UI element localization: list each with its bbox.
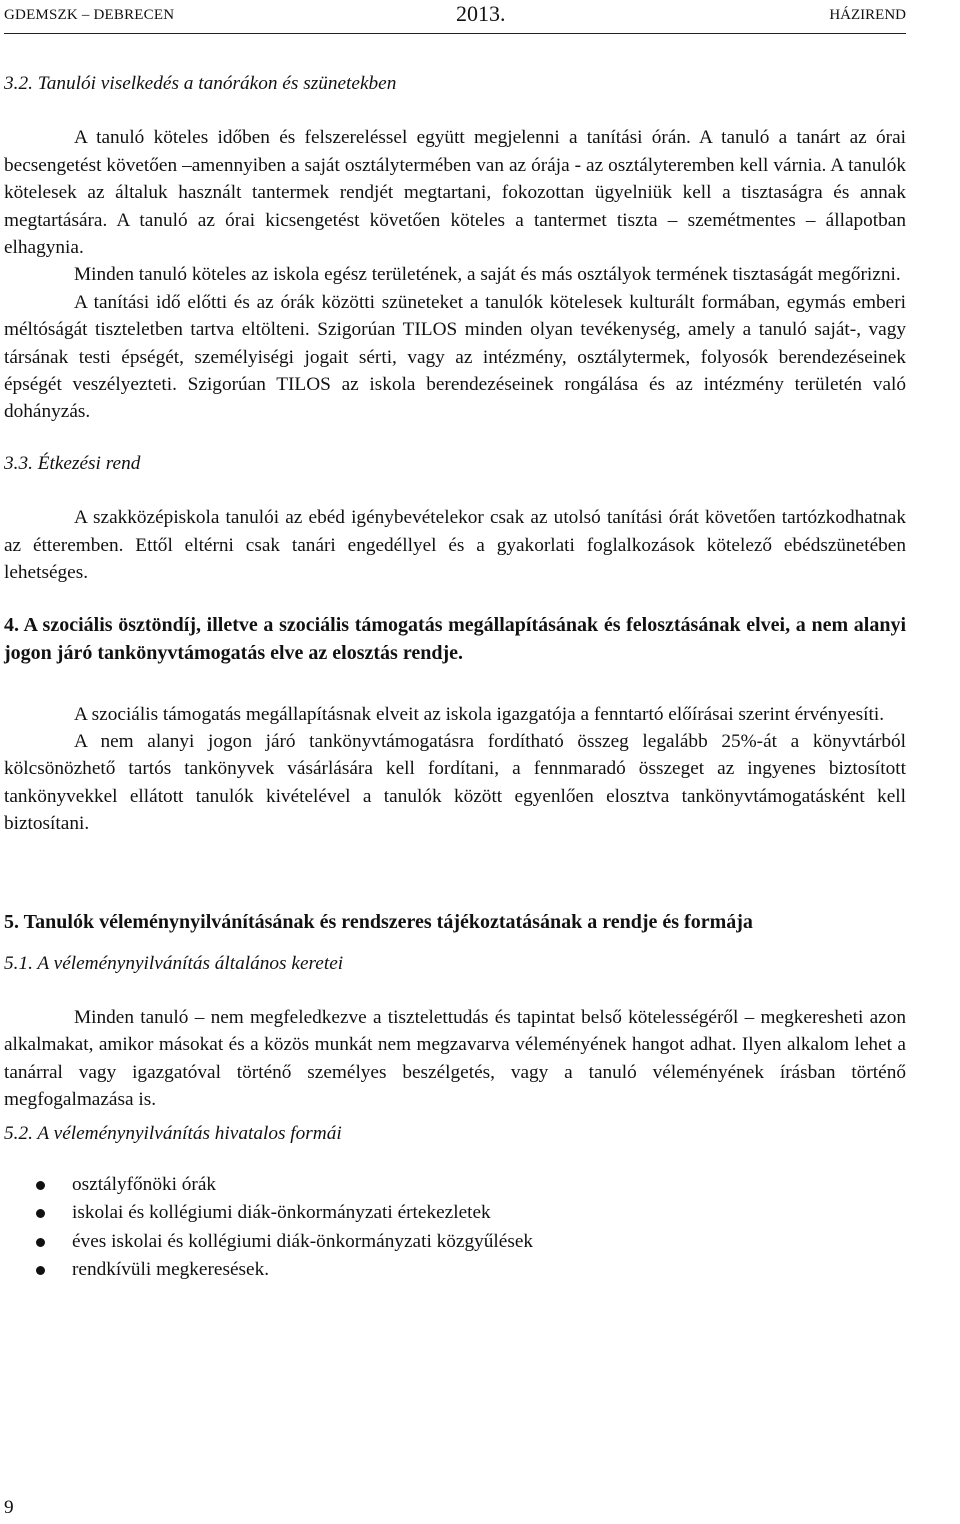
list-item: rendkívüli megkeresések. xyxy=(4,1256,906,1285)
document-body xyxy=(4,70,906,1285)
section-5-2-list xyxy=(4,1171,906,1285)
section-3-2-title: 3.2. Tanulói viselkedés a tanórákon és szünetekben xyxy=(4,73,397,94)
list-item: éves iskolai és kollégiumi diák-önkormányzati közgyűlések xyxy=(4,1228,906,1257)
section-3-2-paragraph-3: A tanítási idő előtti és az órák közötti szüneteket a tanulók kötelesek kulturált formában, egymás emberi méltóságát tiszteletben tartva eltölteni. Szigorúan TILOS minden olyan tevékenység, amely a tanuló saját-, vagy társának testi épségét, személyiségi jogait sérti, vagy az intézmény, osztálytermek, folyosók berendezéseinek épségét veszélyezteti. Szigorúan TILOS az iskola berendezéseinek rongálása és az intézmény területén való dohányzás. xyxy=(4,291,906,423)
section-4-paragraph-2: A nem alanyi jogon járó tankönyvtámogatásra fordítható összeg legalább 25%-át a könyvtárból kölcsönözhető tartós tankönyvek vásárlására kell fordítani, a fennmaradó összeget az ingyenes biztosított tankönyvekkel ellátott tanulók kivételével a tanulók között egyenlően elosztva tankönyvtámogatásként kell biztosítani. xyxy=(4,730,906,835)
page-number: 9 xyxy=(4,1497,14,1518)
page-header xyxy=(4,3,906,34)
header-school: GDEMSZK – DEBRECEN xyxy=(4,7,175,23)
section-3-3-paragraph-1: A szakközépiskola tanulói az ebéd igénybevételekor csak az utolsó tanítási órát követően tartózkodhatnak az étteremben. Ettől eltérni csak tanári engedéllyel és a gyakorlati foglalkozások kötelező ebédszünetében lehetséges. xyxy=(4,507,906,584)
header-year: 2013. xyxy=(456,1,506,26)
list-item: osztályfőnöki órák xyxy=(4,1171,906,1200)
section-5-1-title: 5.1. A véleménynyilvánítás általános keretei xyxy=(4,952,344,974)
section-5-1-paragraph-1: Minden tanuló – nem megfeledkezve a tisztelettudás és tapintat belső kötelességéről – megkeresheti azon alkalmakat, amikor másokat és a közös munkát nem megzavarva véleményének hangot adhat. Ilyen alkalom lehet a tanárral vagy igazgatóval történő személyes beszélgetés, vagy a tanuló véleményének írásban történő megfogalmazása is. xyxy=(4,1006,906,1111)
section-4-paragraph-1: A szociális támogatás megállapításnak elveit az iskola igazgatója a fenntartó előírásai szerint érvényesíti. xyxy=(74,703,885,725)
section-3-2-paragraph-2: Minden tanuló köteles az iskola egész területének, a saját és más osztályok termének tisztaságát megőrizni. xyxy=(74,264,901,286)
section-3-3-title: 3.3. Étkezési rend xyxy=(4,452,141,474)
section-5-2-title: 5.2. A véleménynyilvánítás hivatalos formái xyxy=(4,1122,342,1144)
list-item: iskolai és kollégiumi diák-önkormányzati értekezletek xyxy=(4,1199,906,1228)
section-3-2-paragraph-1: A tanuló köteles időben és felszereléssel együtt megjelenni a tanítási órán. A tanuló a tanárt az órai becsengetést követően –amennyiben a saját osztálytermében van az órája - az osztályteremben kell várnia. A tanulók kötelesek az általuk használt tantermek rendjét megtartani, fokozottan ügyelniük kell a tisztaságra és annak megtartására. A tanuló az órai kicsengetést követően köteles a tantermet tiszta – szemétmentes – állapotban elhagynia. xyxy=(4,127,906,259)
header-doc-title: HÁZIREND xyxy=(829,7,906,23)
section-5-title: 5. Tanulók véleménynyilvánításának és rendszeres tájékoztatásának a rendje és formája xyxy=(4,910,753,933)
section-4-title: 4. A szociális ösztöndíj, illetve a szociális támogatás megállapításának és felosztásának elvei, a nem alanyi jogon járó tankönyvtámogatás elve az elosztás rendje. xyxy=(4,613,906,664)
